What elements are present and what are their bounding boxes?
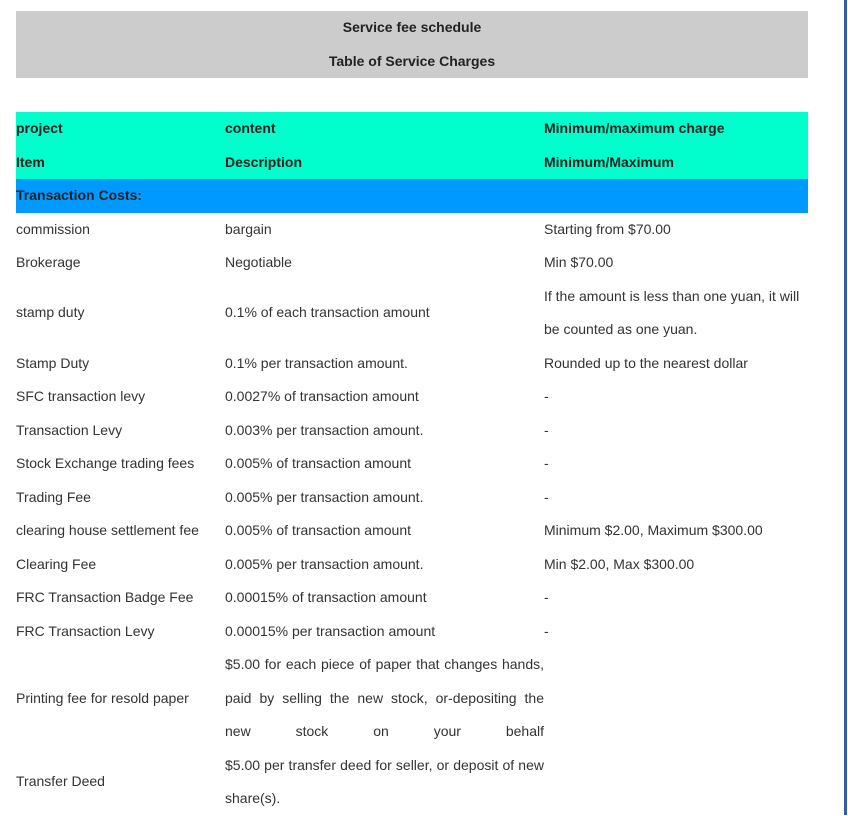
description-cell: 0.005% per transaction amount. (225, 555, 424, 572)
description-cell: $5.00 per transfer deed for seller, or deposit of new share(s). (225, 756, 544, 806)
minmax-cell: Starting from $70.00 (544, 220, 671, 237)
table-row (16, 481, 808, 515)
item-cell: stamp duty (16, 304, 85, 321)
description-cell: 0.003% per transaction amount. (225, 421, 424, 438)
description-cell: 0.1% of each transaction amount (225, 304, 430, 321)
minmax-cell: Min $70.00 (544, 254, 614, 270)
item-cell: Stock Exchange trading fees (16, 455, 195, 471)
description-cell: 0.005% per transaction amount. (225, 488, 424, 505)
column-header-description-cn: content (225, 112, 544, 146)
table-row (16, 246, 808, 280)
item-cell: Printing fee for resold paper (16, 689, 189, 706)
table-row (16, 749, 808, 816)
schedule-title: Service fee schedule (342, 19, 482, 35)
item-cell: Transaction Levy (16, 421, 123, 438)
minmax-cell: - (544, 589, 549, 605)
table-header-row-cn (16, 112, 808, 146)
item-cell: Clearing Fee (16, 555, 97, 572)
description-cell: bargain (225, 220, 272, 237)
minmax-cell: Minimum $2.00, Maximum $300.00 (544, 522, 763, 538)
table-row (16, 213, 808, 247)
table-row (16, 447, 808, 481)
description-cell: 0.00015% per transaction amount (225, 622, 436, 639)
table-row (16, 280, 808, 347)
minmax-cell: Min $2.00, Max $300.00 (544, 555, 695, 572)
minmax-cell: - (544, 455, 549, 471)
table-row (16, 581, 808, 615)
service-fee-table (16, 112, 808, 816)
description-cell: 0.0027% of transaction amount (225, 388, 419, 404)
table-row (16, 380, 808, 414)
description-cell: 0.005% of transaction amount (225, 455, 412, 471)
table-row (16, 548, 808, 582)
table-row (16, 648, 808, 749)
item-cell: commission (16, 220, 90, 237)
item-cell: clearing house settlement fee (16, 522, 199, 538)
table-row (16, 615, 808, 649)
minmax-cell: - (544, 421, 549, 438)
description-cell: 0.1% per transaction amount. (225, 354, 408, 371)
item-cell: Trading Fee (16, 488, 91, 505)
table-row (16, 347, 808, 381)
section-label: Transaction Costs: (16, 179, 808, 213)
column-header-item-cn: project (16, 112, 225, 146)
description-cell: 0.00015% of transaction amount (225, 589, 427, 605)
item-cell: Brokerage (16, 254, 81, 270)
minmax-cell: If the amount is less than one yuan, it will be counted as one yuan. (544, 287, 800, 337)
column-header-item: Item (16, 146, 225, 180)
column-header-minmax-cn: Minimum/maximum charge (544, 112, 808, 146)
column-header-minmax: Minimum/Maximum (544, 146, 808, 180)
minmax-cell (544, 749, 808, 816)
schedule-header (16, 11, 808, 78)
item-cell: FRC Transaction Levy (16, 622, 155, 639)
minmax-cell (544, 648, 808, 749)
minmax-cell: - (544, 388, 549, 404)
description-cell: 0.005% of transaction amount (225, 522, 412, 538)
item-cell: FRC Transaction Badge Fee (16, 589, 194, 605)
table-row (16, 414, 808, 448)
section-row-transaction-costs (16, 179, 808, 213)
column-header-description: Description (225, 146, 544, 180)
description-cell: $5.00 for each piece of paper that changes hands, paid by selling the new stock, or-depositing the new stock on your behalf (225, 656, 544, 739)
item-cell: SFC transaction levy (16, 388, 146, 404)
minmax-cell: - (544, 488, 549, 505)
table-row (16, 514, 808, 548)
schedule-subtitle: Table of Service Charges (328, 53, 496, 69)
description-cell: Negotiable (225, 254, 292, 270)
table-header-row-en (16, 146, 808, 180)
minmax-cell: Rounded up to the nearest dollar (544, 354, 748, 371)
right-border-rule (844, 0, 847, 815)
item-cell: Stamp Duty (16, 354, 90, 371)
minmax-cell: - (544, 622, 549, 639)
item-cell: Transfer Deed (16, 773, 105, 790)
